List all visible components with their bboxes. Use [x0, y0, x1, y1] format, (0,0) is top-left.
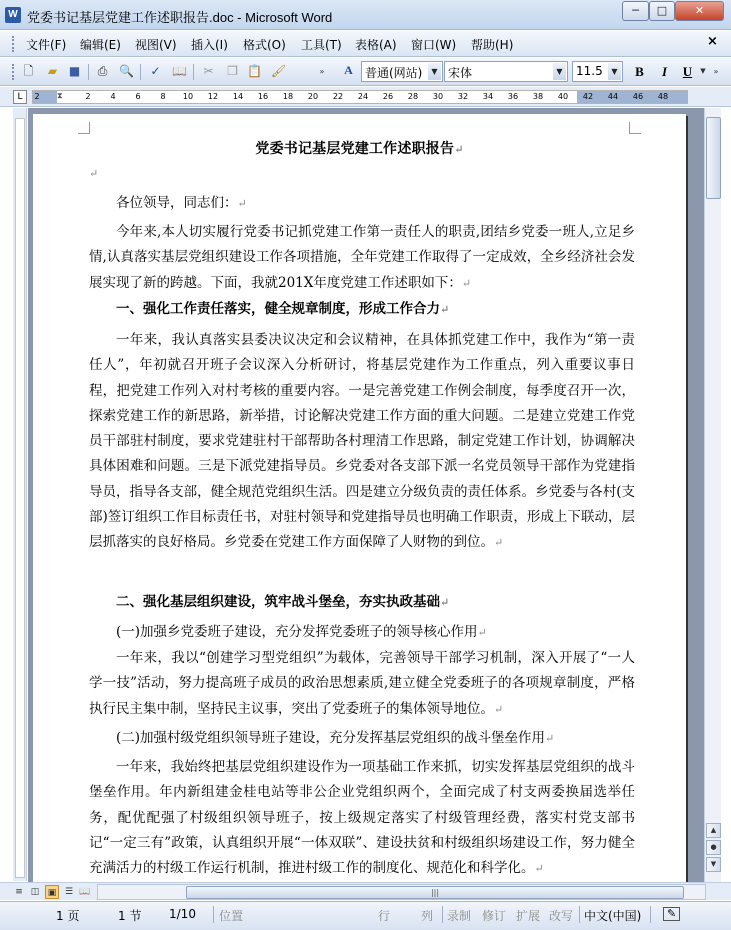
- web-layout-view-icon[interactable]: ◫: [30, 887, 40, 897]
- ruler-tick-label: 4: [110, 92, 116, 101]
- paragraph-mark: ↵: [494, 702, 504, 716]
- paragraph-mark: ↵: [477, 626, 487, 639]
- status-record[interactable]: 录制: [447, 909, 472, 923]
- paragraph-mark: ↵: [440, 596, 450, 609]
- toolbar-separator: [193, 64, 194, 80]
- normal-view-icon[interactable]: ≡: [15, 887, 23, 897]
- menu-bar: [0, 31, 731, 57]
- document-page[interactable]: [33, 114, 686, 882]
- chevron-down-icon[interactable]: ▼: [608, 63, 621, 80]
- document-close-icon[interactable]: ×: [707, 34, 718, 49]
- status-page: 1 页: [56, 909, 80, 923]
- status-position: 位置: [219, 909, 244, 923]
- body-paragraph: [89, 726, 635, 751]
- vertical-ruler: [13, 108, 27, 881]
- bold-button[interactable]: B: [635, 64, 644, 79]
- horizontal-scrollbar[interactable]: [97, 884, 706, 900]
- format-painter-icon[interactable]: 🖌: [270, 64, 287, 78]
- ruler-tick-label: 6: [135, 92, 141, 101]
- word-app-icon[interactable]: W: [5, 7, 21, 23]
- paragraph-mark: ↵: [237, 197, 247, 210]
- status-overwrite[interactable]: 改写: [549, 909, 574, 923]
- research-icon[interactable]: 📖: [172, 64, 187, 78]
- vertical-scrollbar[interactable]: [704, 108, 721, 882]
- status-separator: [650, 906, 651, 923]
- body-paragraph: [89, 328, 635, 556]
- body-paragraph: [89, 646, 635, 722]
- ruler-tick-label: 48: [657, 92, 669, 101]
- document-title: [33, 138, 686, 158]
- ruler-tick-label: 2: [85, 92, 91, 101]
- menu-format[interactable]: 格式(O): [243, 38, 286, 52]
- font-select-value: 宋体: [448, 66, 473, 80]
- ruler-tick-label: 40: [557, 92, 569, 101]
- indent-marker-icon[interactable]: ⧗: [57, 91, 63, 100]
- chevron-down-icon[interactable]: ▼: [553, 63, 566, 80]
- save-icon[interactable]: ■: [68, 64, 81, 78]
- view-and-hscroll-bar: [0, 882, 731, 900]
- toolbar-options-chevron-icon[interactable]: »: [319, 67, 325, 76]
- toolbar-options-chevron-icon[interactable]: »: [713, 67, 719, 76]
- status-page-of: 1/10: [169, 907, 196, 921]
- status-separator: [579, 906, 580, 923]
- underline-dropdown-icon[interactable]: ▼: [700, 67, 706, 75]
- ruler-tick-label: 12: [207, 92, 219, 101]
- status-column: 列: [421, 909, 434, 923]
- paragraph-text: (一)加强乡党委班子建设，充分发挥党委班子的领导核心作用: [116, 624, 478, 640]
- ruler-tick-label: 44: [607, 92, 619, 101]
- ruler-tick-label: 30: [432, 92, 444, 101]
- paragraph-mark: ↵: [534, 862, 544, 876]
- ruler-tick-label: 20: [307, 92, 319, 101]
- status-separator: [442, 906, 443, 923]
- menu-insert[interactable]: 插入(I): [191, 38, 228, 52]
- menu-tools[interactable]: 工具(T): [301, 38, 342, 52]
- paragraph-mark: ↵: [494, 536, 504, 550]
- horizontal-ruler[interactable]: [32, 90, 688, 104]
- paragraph-text: 各位领导，同志们：: [116, 195, 238, 211]
- ruler-tick-label: 14: [232, 92, 244, 101]
- status-language: 中文(中国): [584, 909, 642, 923]
- print-preview-icon[interactable]: 🔍: [119, 64, 134, 78]
- cut-icon[interactable]: ✂: [203, 64, 214, 78]
- ruler-tick-label: 38: [532, 92, 544, 101]
- ruler-tick-label: 10: [182, 92, 194, 101]
- crop-mark: [629, 122, 641, 134]
- reading-layout-view-icon[interactable]: 📖: [79, 887, 91, 897]
- toolbar-grip-handle[interactable]: [12, 64, 15, 80]
- paragraph-mark: ↵: [454, 143, 464, 156]
- ruler-tick-label: 42: [582, 92, 594, 101]
- paragraph-text: 一年来，我认真落实县委决议决定和会议精神，在具体抓党建工作中，我作为“第一责任人”，年初就召开班子会议深入分析研讨，将基层党建作为工作重点，列入重要议事日程，把党建工作列入对村考核的重要内容。一是完善党建工作例会制度，每季度召开一次，探索党建工作的新思路，新举措，讨论解决党建工作方面的重大问题。二是建立党建工作党员干部驻村制度，要求党建驻村干部帮助各村理清工作思路，制定党建工作计划，协调解决具体困难和问题。三是下派党建指导员。乡党委对各支部下派一名党员领导干部作为党建指导员，指导各支部，健全规范党组织生活。四是建立分级负责的责任体系。乡党委与各村(支部)签订组织工作目标责任书，对驻村领导和党建指导员也明确工作职责，形成上下联动，层层抓落实的良好格局。乡党委在党建工作方面保障了人财物的到位。: [89, 332, 635, 551]
- toolbar-separator: [140, 64, 141, 80]
- paragraph-text: 一年来，我始终把基层党组织建设作为一项基础工作来抓，切实发挥基层党组织的战斗堡垒作用。年内新组建金桂电站等非公企业党组织两个，全面完成了村支两委换届选举任务，配优配强了村级组织领导班子，按上级规定落实了村级管理经费，落实村党支部书记“一定三有”政策，认真组织开展“一体双联”、建设扶贫和村级组织场建设工作，努力健全充满活力的村级工作运行机制，推进村级工作的制度化、规范化和科学化。: [89, 759, 635, 877]
- chevron-down-icon[interactable]: ▼: [428, 63, 441, 80]
- minimize-button[interactable]: ─: [622, 1, 649, 21]
- font-size-select[interactable]: [572, 61, 623, 82]
- paragraph-text: 一、强化工作责任落实，健全规章制度，形成工作合力: [116, 301, 440, 317]
- ruler-tick-label: 16: [257, 92, 269, 101]
- menu-edit[interactable]: 编辑(E): [80, 38, 121, 52]
- ruler-tick-label: 34: [482, 92, 494, 101]
- menu-grip-handle[interactable]: [12, 36, 15, 52]
- paragraph-mark: ↵: [440, 303, 450, 316]
- section-heading: [89, 590, 635, 615]
- scroll-down-icon[interactable]: ▼: [706, 857, 721, 872]
- paragraph-mark: ↵: [545, 732, 555, 745]
- status-separator: [213, 906, 214, 923]
- horizontal-scrollbar-thumb[interactable]: |||: [186, 886, 684, 899]
- paragraph-text: 一年来，我以“创建学习型党组织”为载体，完善领导干部学习机制，深入开展了“一人学一技”活动，努力提高班子成员的政治思想素质,建立健全党委班子的各项规章制度，严格执行民主集中制，坚持民主议事，突出了党委班子的集体领导地位。: [89, 650, 635, 717]
- menu-table[interactable]: 表格(A): [355, 38, 397, 52]
- spelling-icon[interactable]: ✓: [150, 64, 161, 78]
- font-select[interactable]: [444, 61, 568, 82]
- outline-view-icon[interactable]: ☰: [64, 887, 74, 897]
- ruler-tick-label: 28: [407, 92, 419, 101]
- menu-help[interactable]: 帮助(H): [471, 38, 514, 52]
- style-select[interactable]: [361, 61, 443, 82]
- status-bar: [0, 901, 731, 930]
- tab-selector[interactable]: L: [13, 90, 27, 104]
- font-size-value: 11.5: [576, 64, 603, 78]
- toolbar: [0, 58, 731, 86]
- italic-button[interactable]: I: [661, 64, 668, 79]
- ruler-tick-label: 26: [382, 92, 394, 101]
- title-bar: [0, 0, 731, 30]
- paragraph-text: (二)加强村级党组织领导班子建设，充分发挥基层党组织的战斗堡垒作用: [116, 730, 546, 746]
- body-paragraph: [89, 220, 635, 296]
- section-heading: [89, 297, 635, 322]
- status-section: 1 节: [118, 909, 142, 923]
- paragraph-text: 二、强化基层组织建设，筑牢战斗堡垒，夯实执政基础: [116, 594, 440, 610]
- copy-icon[interactable]: ❐: [227, 64, 238, 78]
- body-paragraph: [89, 755, 635, 881]
- ruler-bar: [0, 87, 731, 107]
- menu-window[interactable]: 窗口(W): [411, 38, 457, 52]
- status-line: 行: [378, 909, 391, 923]
- style-select-value: 普通(网站): [365, 66, 423, 80]
- ruler-tick-label: 8: [160, 92, 166, 101]
- status-extend[interactable]: 扩展: [516, 909, 541, 923]
- scroll-up-icon[interactable]: ▲: [706, 823, 721, 838]
- ruler-tick-label: 2: [34, 92, 40, 101]
- paragraph-mark: ↵: [461, 276, 472, 290]
- document-area[interactable]: [28, 108, 704, 882]
- window-title: 党委书记基层党建工作述职报告.doc - Microsoft Word: [27, 10, 333, 25]
- ruler-tick-label: 22: [332, 92, 344, 101]
- ruler-tick-label: 24: [357, 92, 369, 101]
- paste-icon[interactable]: 📋: [247, 64, 262, 78]
- print-icon[interactable]: ⎙: [97, 64, 108, 78]
- ruler-tick-label: 36: [507, 92, 519, 101]
- crop-mark: [78, 122, 90, 134]
- toolbar-separator: [88, 64, 89, 80]
- spelling-status-icon[interactable]: ✎: [663, 907, 680, 921]
- body-paragraph: [89, 620, 635, 645]
- menu-file[interactable]: 文件(F): [26, 38, 67, 52]
- document-title-text: 党委书记基层党建工作述职报告: [255, 141, 455, 157]
- body-paragraph: [89, 191, 635, 216]
- new-icon[interactable]: 🗋: [23, 64, 34, 78]
- ruler-tick-label: 46: [632, 92, 644, 101]
- select-browse-object-icon[interactable]: ●: [706, 840, 721, 855]
- status-revise[interactable]: 修订: [482, 909, 507, 923]
- underline-button[interactable]: U: [682, 64, 693, 79]
- close-button[interactable]: ✕: [675, 1, 724, 21]
- ruler-tick-label: 32: [457, 92, 469, 101]
- vertical-scrollbar-thumb[interactable]: [706, 117, 721, 199]
- maximize-button[interactable]: □: [649, 1, 675, 21]
- paragraph-mark: ↵: [89, 167, 99, 180]
- open-icon[interactable]: ▰: [47, 64, 58, 78]
- paragraph-text: 今年来,本人切实履行党委书记抓党建工作第一责任人的职责,团结乡党委一班人,立足乡情,认真落实基层党组织建设工作各项措施，全年党建工作取得了一定成效，全乡经济社会发展实现了新的跨越。下面，我就201X年度党建工作述职如下：: [89, 224, 635, 291]
- menu-view[interactable]: 视图(V): [135, 38, 177, 52]
- ruler-tick-label: 18: [282, 92, 294, 101]
- print-layout-view-icon[interactable]: ▣: [45, 885, 59, 899]
- vertical-ruler-track: [15, 118, 25, 878]
- body-paragraph: [89, 161, 635, 186]
- styles-pane-icon[interactable]: A: [344, 63, 353, 77]
